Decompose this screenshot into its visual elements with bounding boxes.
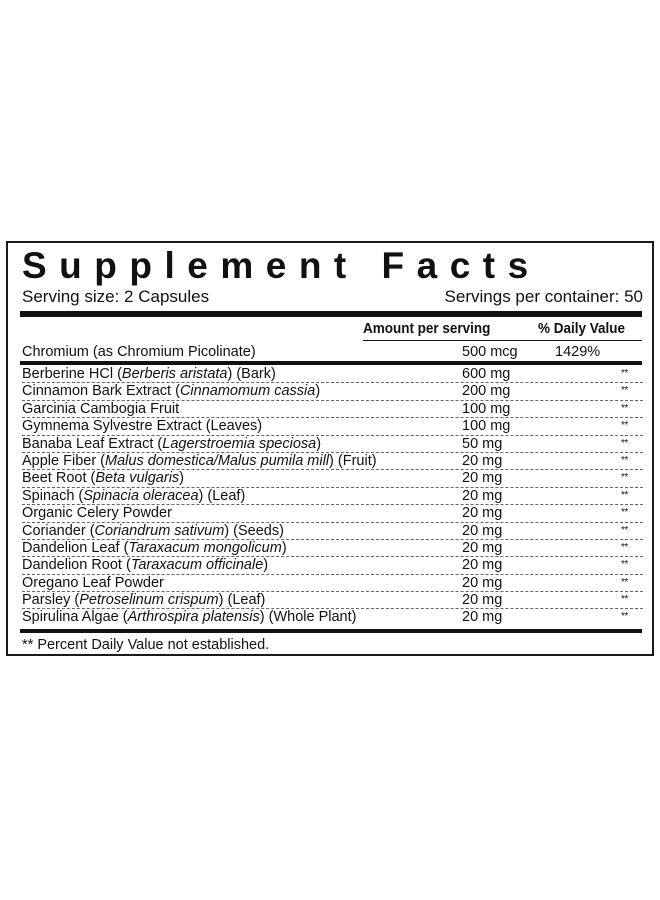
ingredient-common-name: Cinnamon Bark Extract ( <box>22 383 180 400</box>
serving-info <box>22 287 643 307</box>
ingredient-daily-value: ** <box>621 368 628 379</box>
supplement-facts-panel <box>6 241 654 656</box>
ingredient-daily-value: ** <box>621 420 628 432</box>
ingredient-amount: 20 mg <box>462 487 503 504</box>
footnote: ** Percent Daily Value not established. <box>22 637 270 653</box>
ingredient-amount: 20 mg <box>462 609 503 626</box>
ingredient-daily-value: ** <box>621 541 628 553</box>
ingredient-name <box>22 401 179 417</box>
ingredient-name <box>22 575 164 591</box>
ingredient-amount: 20 mg <box>462 592 503 609</box>
ingredient-common-name: Parsley ( <box>22 592 80 609</box>
daily-value-header: % Daily Value <box>538 321 625 337</box>
ingredient-name <box>22 383 320 399</box>
ingredient-latin-name: Taraxacum officinale <box>130 557 264 574</box>
ingredient-part: ) <box>263 557 269 574</box>
ingredient-latin-name: Arthrospira platensis <box>127 609 260 626</box>
ingredient-daily-value: ** <box>621 524 628 536</box>
ingredient-common-name: Beet Root ( <box>22 470 96 487</box>
ingredient-daily-value: ** <box>621 489 628 501</box>
ingredient-common-name: Apple Fiber ( <box>22 452 106 469</box>
ingredient-latin-name: Cinnamomum cassia <box>179 383 316 400</box>
ingredient-name <box>22 609 356 625</box>
ingredient-latin-name: Taraxacum mongolicum <box>128 539 282 556</box>
ingredient-list <box>22 366 643 627</box>
ingredient-amount: 100 mg <box>462 418 511 435</box>
ingredient-row <box>22 540 643 557</box>
ingredient-common-name: Berberine HCl ( <box>22 366 122 382</box>
ingredient-amount: 20 mg <box>462 574 503 591</box>
ingredient-latin-name: Spinacia oleracea <box>83 487 199 504</box>
ingredient-amount: 20 mg <box>462 539 503 556</box>
ingredient-row <box>22 523 643 540</box>
ingredient-row <box>22 401 643 418</box>
ingredient-daily-value: ** <box>621 385 628 397</box>
ingredient-common-name: Spirulina Algae ( <box>22 609 128 626</box>
ingredient-name <box>22 505 172 521</box>
divider-thick-bottom <box>20 629 642 633</box>
ingredient-row <box>22 488 643 505</box>
ingredient-name <box>22 418 262 434</box>
ingredient-row <box>22 592 643 609</box>
serving-size: Serving size: 2 Capsules <box>22 287 210 306</box>
ingredient-latin-name: Lagerstroemia speciosa <box>162 435 317 452</box>
ingredient-name <box>22 436 321 452</box>
ingredient-common-name: Garcinia Cambogia Fruit <box>22 400 180 417</box>
ingredient-amount: 50 mg <box>462 435 503 452</box>
chromium-name: Chromium (as Chromium Picolinate) <box>22 344 256 360</box>
ingredient-daily-value: ** <box>621 437 628 449</box>
ingredient-amount: 100 mg <box>462 400 511 417</box>
ingredient-name <box>22 523 284 539</box>
ingredient-common-name: Dandelion Leaf ( <box>22 539 129 556</box>
ingredient-name <box>22 540 287 556</box>
ingredient-amount: 20 mg <box>462 470 503 487</box>
ingredient-row <box>22 366 643 383</box>
ingredient-name <box>22 453 377 469</box>
ingredient-part: ) (Fruit) <box>329 452 377 469</box>
ingredient-latin-name: Berberis aristata <box>121 366 228 382</box>
ingredient-common-name: Spinach ( <box>22 487 84 504</box>
ingredient-part: ) <box>316 435 322 452</box>
ingredient-row <box>22 470 643 487</box>
panel-title: Supplement Facts <box>22 245 541 286</box>
ingredient-common-name: Gymnema Sylvestre Extract (Leaves) <box>22 418 263 435</box>
ingredient-name <box>22 366 276 382</box>
ingredient-name <box>22 557 268 573</box>
ingredient-daily-value: ** <box>621 507 628 519</box>
ingredient-part: ) (Leaf) <box>218 592 266 609</box>
ingredient-daily-value: ** <box>621 559 628 571</box>
divider-thick-top <box>20 311 642 317</box>
ingredient-row <box>22 575 643 592</box>
servings-per-container: Servings per container: 50 <box>444 287 643 306</box>
ingredient-part: ) (Whole Plant) <box>259 609 357 626</box>
chromium-daily-value: 1429% <box>555 344 601 360</box>
chromium-amount: 500 mcg <box>462 344 518 360</box>
divider-thick-mid <box>20 361 642 365</box>
ingredient-common-name: Banaba Leaf Extract ( <box>22 435 163 452</box>
chromium-row <box>22 343 643 361</box>
ingredient-amount: 200 mg <box>462 383 511 400</box>
ingredient-amount: 20 mg <box>462 557 503 574</box>
ingredient-name <box>22 592 265 608</box>
ingredient-daily-value: ** <box>621 472 628 484</box>
ingredient-daily-value: ** <box>621 594 628 606</box>
ingredient-row <box>22 453 643 470</box>
amount-per-serving-header: Amount per serving <box>363 321 491 337</box>
ingredient-row <box>22 383 643 400</box>
ingredient-daily-value: ** <box>621 611 628 623</box>
ingredient-common-name: Dandelion Root ( <box>22 557 131 574</box>
ingredient-amount: 600 mg <box>462 366 511 382</box>
ingredient-common-name: Coriander ( <box>22 522 95 539</box>
ingredient-common-name: Oregano Leaf Powder <box>22 574 164 591</box>
ingredient-latin-name: Petroselinum crispum <box>79 592 219 609</box>
ingredient-latin-name: Coriandrum sativum <box>94 522 225 539</box>
ingredient-part: ) <box>179 470 185 487</box>
ingredient-latin-name: Beta vulgaris <box>95 470 180 487</box>
ingredient-part: ) (Leaf) <box>198 487 246 504</box>
ingredient-part: ) (Seeds) <box>224 522 284 539</box>
ingredient-row <box>22 557 643 574</box>
ingredient-part: ) (Bark) <box>227 366 276 382</box>
ingredient-amount: 20 mg <box>462 452 503 469</box>
ingredient-latin-name: Malus domestica/Malus pumila mill <box>105 452 330 469</box>
ingredient-daily-value: ** <box>621 454 628 466</box>
ingredient-row <box>22 418 643 435</box>
ingredient-amount: 20 mg <box>462 522 503 539</box>
ingredient-part: ) <box>315 383 321 400</box>
ingredient-name <box>22 470 184 486</box>
ingredient-daily-value: ** <box>621 402 628 414</box>
header-underline <box>363 340 642 341</box>
ingredient-row <box>22 505 643 522</box>
ingredient-daily-value: ** <box>621 576 628 588</box>
ingredient-row <box>22 609 643 626</box>
ingredient-part: ) <box>281 539 287 556</box>
ingredient-common-name: Organic Celery Powder <box>22 505 172 522</box>
ingredient-amount: 20 mg <box>462 505 503 522</box>
ingredient-name <box>22 488 245 504</box>
ingredient-row <box>22 436 643 453</box>
